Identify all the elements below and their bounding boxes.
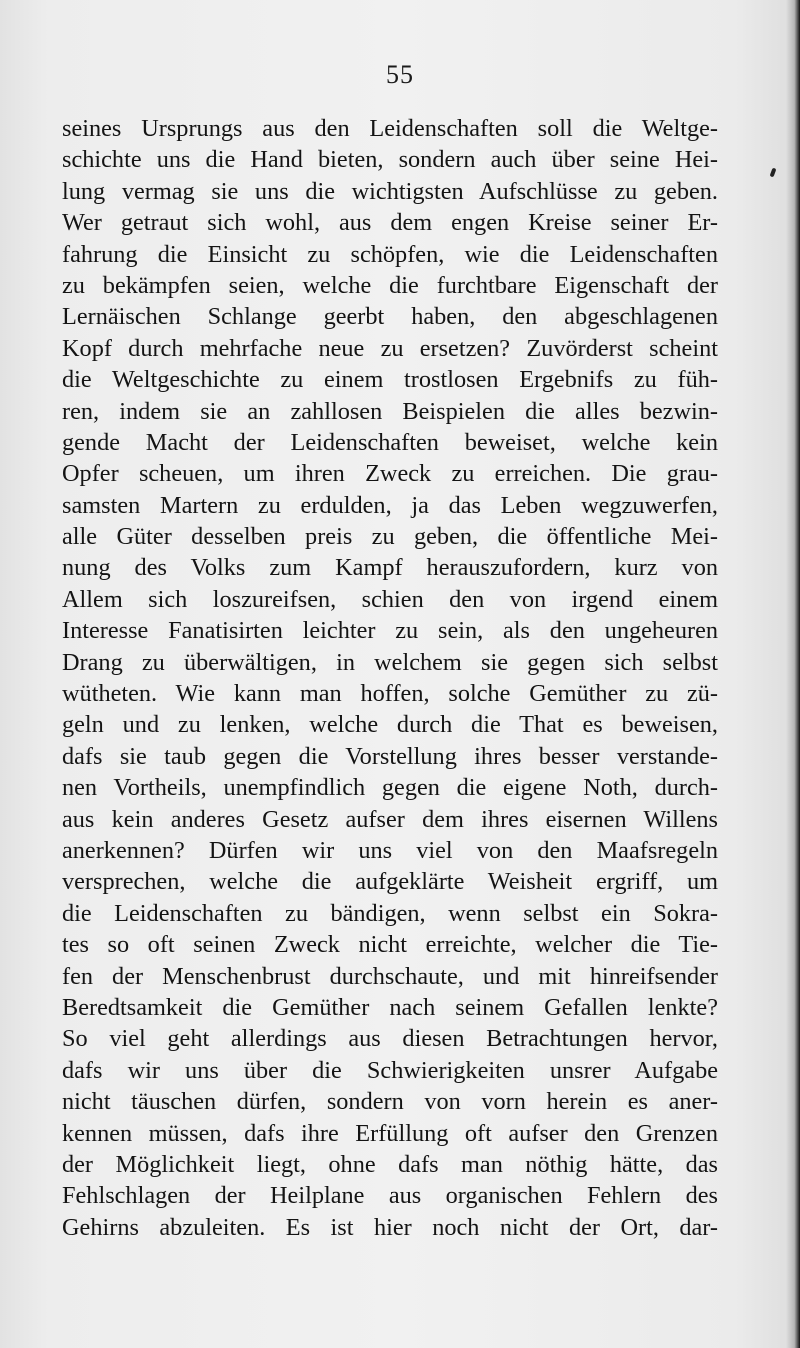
text-line: Interesse Fanatisirten leichter zu sein, als den ungeheuren [62, 617, 718, 645]
text-line: schichte uns die Hand bieten, sondern auch über seine Hei- [62, 146, 718, 174]
body-text [62, 113, 718, 1243]
text-line: die Weltgeschichte zu einem trostlosen Ergebnifs zu füh- [62, 366, 718, 394]
text-line: alle Güter desselben preis zu geben, die öffentliche Mei- [62, 523, 718, 551]
text-line: Lernäischen Schlange geerbt haben, den abgeschlagenen [62, 303, 718, 331]
text-line: die Leidenschaften zu bändigen, wenn selbst ein Sokra- [62, 899, 718, 927]
text-line: samsten Martern zu erdulden, ja das Leben wegzuwerfen, [62, 491, 718, 519]
text-line: Beredtsamkeit die Gemüther nach seinem Gefallen lenkte? [62, 993, 718, 1021]
text-line: wütheten. Wie kann man hoffen, solche Gemüther zu zü- [62, 680, 718, 708]
text-line: gende Macht der Leidenschaften beweiset, welche kein [62, 428, 718, 456]
text-line: aus kein anderes Gesetz aufser dem ihres eisernen Willens [62, 805, 718, 833]
text-line: fahrung die Einsicht zu schöpfen, wie die Leidenschaften [62, 240, 718, 268]
text-line: geln und zu lenken, welche durch die That es beweisen, [62, 711, 718, 739]
text-line: seines Ursprungs aus den Leidenschaften soll die Weltge- [62, 115, 718, 142]
text-line: kennen müssen, dafs ihre Erfüllung oft aufser den Grenzen [62, 1119, 718, 1147]
text-line: anerkennen? Dürfen wir uns viel von den Maafsregeln [62, 836, 718, 864]
text-line: Kopf durch mehrfache neue zu ersetzen? Zuvörderst scheint [62, 334, 718, 362]
page-number: 55 [386, 60, 414, 89]
text-line: lung vermag sie uns die wichtigsten Aufschlüsse zu geben. [62, 177, 718, 205]
text-line: Drang zu überwältigen, in welchem sie gegen sich selbst [62, 648, 718, 676]
text-line: Opfer scheuen, um ihren Zweck zu erreichen. Die grau- [62, 460, 718, 488]
text-line: der Möglichkeit liegt, ohne dafs man nöthig hätte, das [62, 1150, 718, 1178]
text-line: tes so oft seinen Zweck nicht erreichte, welcher die Tie- [62, 931, 718, 959]
text-line: Gehirns abzuleiten. Es ist hier noch nicht der Ort, dar- [62, 1213, 718, 1241]
text-line: dafs wir uns über die Schwierigkeiten unsrer Aufgabe [62, 1056, 718, 1084]
ink-speck [770, 168, 777, 178]
text-line: So viel geht allerdings aus diesen Betrachtungen hervor, [62, 1025, 718, 1053]
text-line: fen der Menschenbrust durchschaute, und mit hinreifsender [62, 962, 718, 990]
page-edge-shadow [786, 0, 800, 1348]
text-line: zu bekämpfen seien, welche die furchtbare Eigenschaft der [62, 271, 718, 299]
text-line: nung des Volks zum Kampf herauszufordern, kurz von [62, 554, 718, 582]
text-line: versprechen, welche die aufgeklärte Weisheit ergriff, um [62, 868, 718, 896]
text-line: ren, indem sie an zahllosen Beispielen die alles bezwin- [62, 397, 718, 425]
text-line: Allem sich loszureifsen, schien den von irgend einem [62, 585, 718, 613]
text-line: Fehlschlagen der Heilplane aus organischen Fehlern des [62, 1182, 718, 1210]
text-line: nen Vortheils, unempfindlich gegen die eigene Noth, durch- [62, 774, 718, 802]
text-line: dafs sie taub gegen die Vorstellung ihres besser verstande- [62, 742, 718, 770]
text-line: Wer getraut sich wohl, aus dem engen Kreise seiner Er- [62, 209, 718, 237]
text-line: nicht täuschen dürfen, sondern von vorn herein es aner- [62, 1088, 718, 1116]
